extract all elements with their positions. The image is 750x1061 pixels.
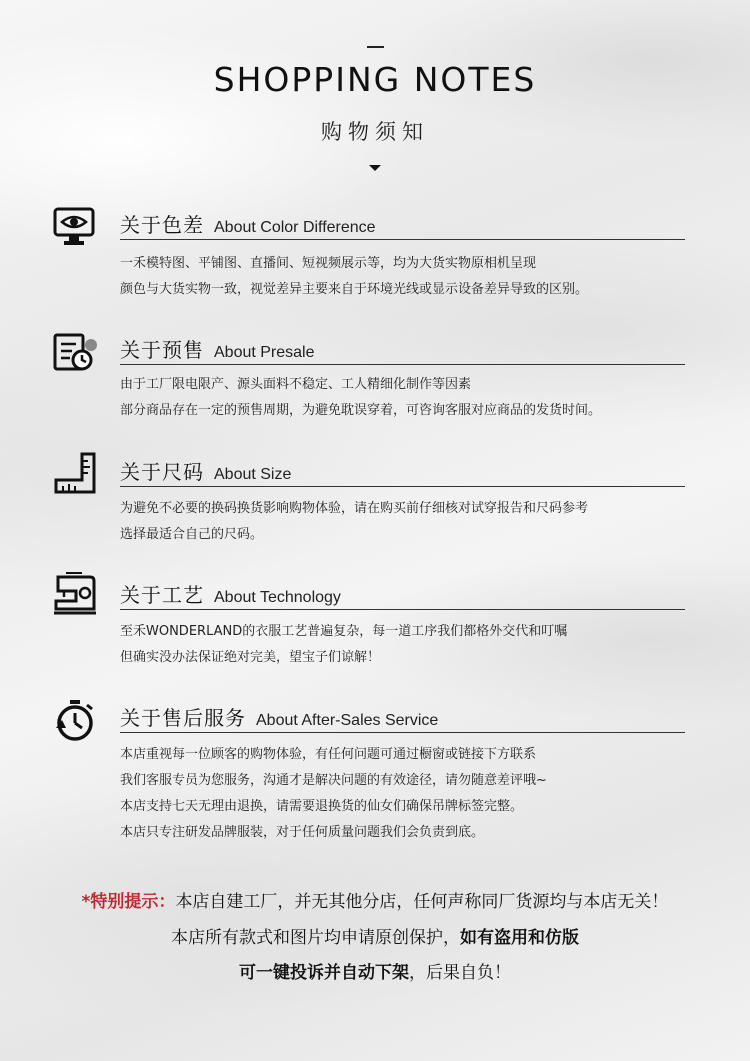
body-line: 为避免不必要的换码换货影响购物体验，请在购买前仔细核对试穿报告和尺码参考 <box>120 501 589 516</box>
section-title-cn: 关于售后服务 <box>120 706 246 730</box>
monitor-eye-icon <box>52 205 98 251</box>
section-title-cn: 关于色差 <box>120 213 204 237</box>
special-notice-label: *特别提示： <box>81 892 176 912</box>
body-line: 颜色与大货实物一致，视觉差异主要来自于环境光线或显示设备差异导致的区别。 <box>120 282 589 297</box>
top-bar <box>367 46 384 48</box>
page-title: SHOPPING NOTES <box>213 60 537 99</box>
section-body <box>120 742 720 846</box>
section-title-cn: 关于工艺 <box>120 583 204 607</box>
section-title-en: About Technology <box>214 589 341 606</box>
section-title-en: About After-Sales Service <box>256 712 439 729</box>
body-line: 部分商品存在一定的预售周期，为避免耽误穿着，可咨询客服对应商品的发货时间。 <box>120 403 602 418</box>
special-notice-line-3 <box>0 958 750 983</box>
body-line: 选择最适合自己的尺码。 <box>120 527 264 542</box>
section-body <box>120 251 720 303</box>
section-body <box>120 619 720 671</box>
section-title-cn: 关于尺码 <box>120 460 204 484</box>
page-subtitle: 购物须知 <box>321 120 429 144</box>
special-notice-text: 本店自建工厂，并无其他分店，任何声称同厂货源均与本店无关！ <box>175 892 669 912</box>
section-header <box>120 209 685 240</box>
body-line: 我们客服专员为您服务，沟通才是解决问题的有效途径，请勿随意差评哦~ <box>120 773 547 788</box>
special-notice-line-2 <box>0 923 750 948</box>
section-body <box>120 496 720 548</box>
section-title-en: About Color Difference <box>214 219 376 236</box>
section-header <box>120 456 685 487</box>
section-header <box>120 579 685 610</box>
section-header <box>120 334 685 365</box>
ruler-icon <box>52 452 98 498</box>
section-title-en: About Size <box>214 466 292 483</box>
caret-down-icon <box>369 165 381 171</box>
body-line: 本店重视每一位顾客的购物体验，有任何问题可通过橱窗或链接下方联系 <box>120 747 537 762</box>
section-title-en: About Presale <box>214 344 315 361</box>
special-notice-text: 本店所有款式和图片均申请原创保护， <box>171 928 460 948</box>
sewing-machine-icon <box>52 571 98 617</box>
body-line: 本店只专注研发品牌服装，对于任何质量问题我们会负责到底。 <box>120 825 485 840</box>
section-title-cn: 关于预售 <box>120 338 204 362</box>
special-notice-emphasis: 可一键投诉并自动下架 <box>239 963 409 983</box>
body-line: 由于工厂限电限产、源头面料不稳定、工人精细化制作等因素 <box>120 377 472 392</box>
special-notice-line-1 <box>0 887 750 912</box>
section-body <box>120 372 720 424</box>
section-header <box>120 702 685 733</box>
body-line: 本店支持七天无理由退换，请需要退换货的仙女们确保吊牌标签完整。 <box>120 799 524 814</box>
body-line: 但确实没办法保证绝对完美，望宝子们谅解！ <box>120 650 381 665</box>
body-line: 至禾WONDERLAND的衣服工艺普遍复杂，每一道工序我们都格外交代和叮嘱 <box>120 624 568 639</box>
special-notice-emphasis: 如有盗用和仿版 <box>460 928 579 948</box>
document-clock-icon <box>52 330 98 376</box>
special-notice-text: ，后果自负！ <box>409 963 511 983</box>
stopwatch-refresh-icon <box>52 698 98 744</box>
body-line: 一禾模特图、平铺图、直播间、短视频展示等，均为大货实物原相机呈现 <box>120 256 537 271</box>
